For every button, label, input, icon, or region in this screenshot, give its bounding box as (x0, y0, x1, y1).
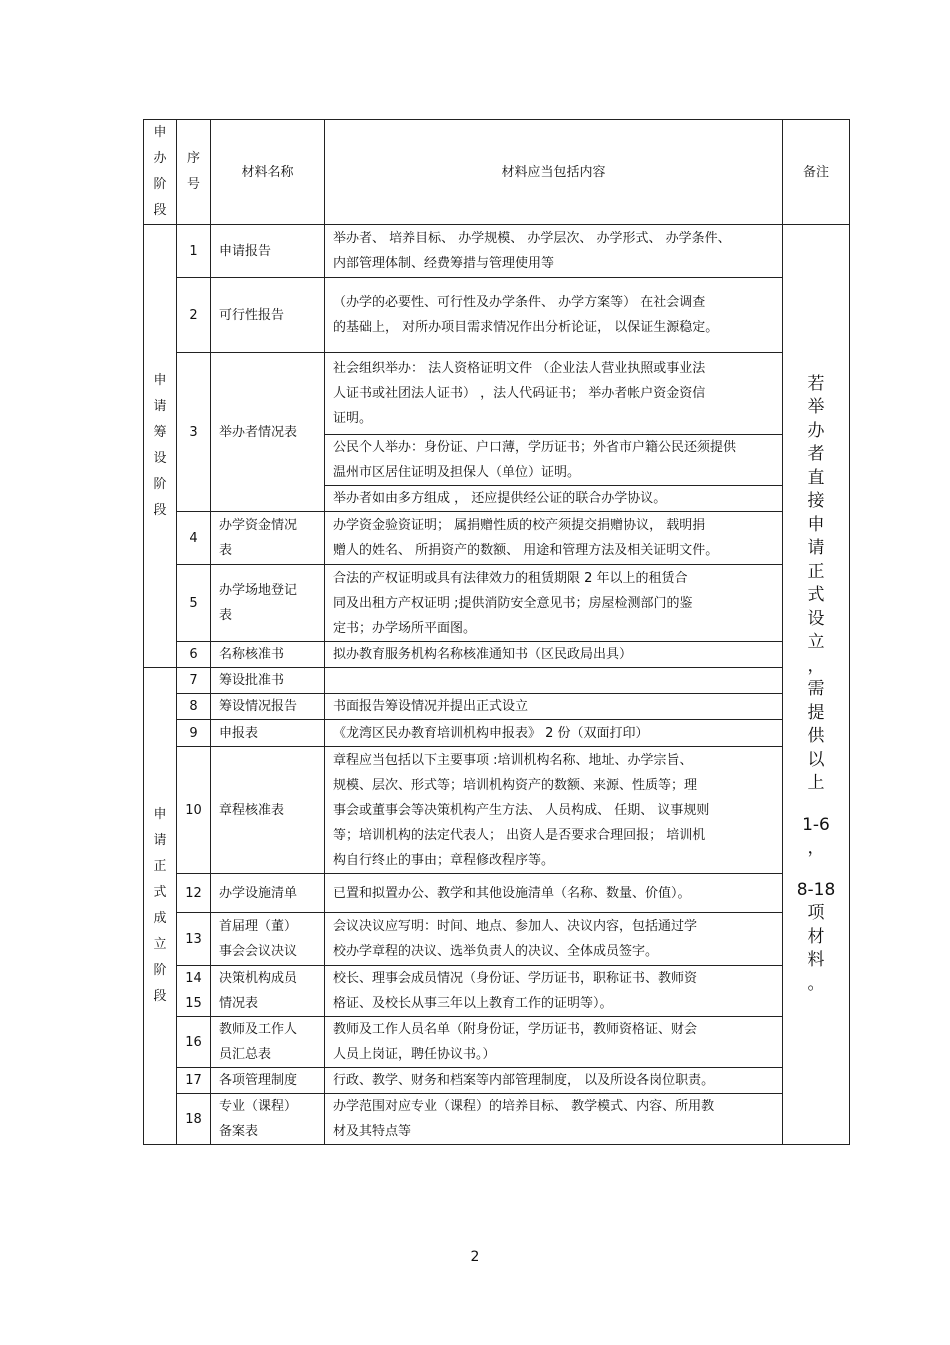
note-char: 式 (807, 585, 825, 606)
row-number-text: 16 (185, 1034, 202, 1050)
row-content-line: 事会或董事会等决策机构产生方法、 人员构成、 任期、 议事规则 (333, 802, 710, 818)
header-number-text-char: 号 (186, 177, 200, 192)
note-text (783, 373, 849, 997)
row-content (325, 913, 783, 966)
row-name-text: 办学场地登记 (219, 583, 298, 598)
row-content-line: 规模、层次、形式等；培训机构资产的数额、来源、性质等；理 (333, 777, 698, 793)
row-name-text: 表 (219, 543, 233, 558)
note-char: 项 (807, 903, 825, 924)
row-content (325, 694, 783, 720)
note-char: 提 (807, 702, 825, 723)
row-name-text: 筹设情况报告 (219, 699, 298, 714)
row-number (177, 747, 211, 874)
row-name-text: 办学设施清单 (219, 885, 298, 901)
stage-formal-text-char: 请 (153, 833, 167, 848)
table-row (144, 1017, 850, 1068)
row-content (325, 353, 783, 435)
note-char: 需 (807, 679, 825, 700)
table-row (144, 512, 850, 565)
note-char: 请 (807, 538, 825, 559)
row-name-text: 名称核准书 (219, 647, 285, 662)
row-number-text: 8 (189, 699, 198, 714)
row-name (211, 913, 325, 966)
row-content-line: 证明。 (333, 411, 373, 426)
row-name (211, 966, 325, 1017)
row-number-text: 10 (185, 802, 202, 818)
materials-table (143, 119, 850, 1145)
row-content-line: 举办者、 培养目标、 办学规模、 办学层次、 办学形式、 办学条件、 (333, 231, 731, 246)
row-number-text: 15 (185, 996, 202, 1011)
row-content-line: 公民个人举办：身份证、户口薄，学历证书；外省市户籍公民还须提供 (333, 440, 737, 455)
stage-prep-text-char: 设 (153, 451, 167, 466)
row-name (211, 565, 325, 642)
row-number-text: 3 (189, 424, 198, 440)
header-stage (144, 120, 177, 225)
note-char: 。 (807, 973, 825, 994)
row-name-text: 情况表 (219, 996, 259, 1011)
row-number (177, 874, 211, 913)
stage-prep-text-char: 阶 (153, 477, 167, 492)
row-content-line: 《龙湾区民办教育培训机构申报表》 2 份（双面打印） (333, 725, 649, 741)
row-number (177, 1094, 211, 1145)
row-number (177, 913, 211, 966)
note-char: 料 (807, 950, 825, 971)
row-content-line: 合法的产权证明或具有法律效力的租赁期限 2 年以上的租赁合 (333, 570, 688, 586)
note-char: 举 (807, 397, 825, 418)
row-content (325, 1068, 783, 1094)
header-number (177, 120, 211, 225)
row-name (211, 642, 325, 668)
stage-formal-text-char: 正 (153, 859, 167, 874)
row-number (177, 225, 211, 278)
row-number-text: 13 (185, 931, 202, 947)
header-stage-text (144, 120, 176, 224)
header-stage-text-char: 段 (153, 203, 167, 218)
row-name-text: 申请报告 (219, 243, 272, 259)
row-content-line: 社会组织举办： 法人资格证明文件 （企业法人营业执照或事业法 (333, 361, 706, 376)
row-content (325, 565, 783, 642)
row-number-text: 9 (189, 725, 198, 741)
table-row (144, 353, 850, 435)
note-char: 直 (807, 467, 825, 488)
row-number-text: 4 (189, 530, 198, 546)
row-number (177, 1068, 211, 1094)
row-content-line: 格证、及校长从事三年以上教育工作的证明等）。 (333, 996, 613, 1011)
row-content (325, 642, 783, 668)
row-number (177, 353, 211, 512)
page-number: 2 (470, 1249, 480, 1265)
row-content (325, 874, 783, 913)
row-content-line: 赠人的姓名、 所捐资产的数额、 用途和管理方法及相关证明文件。 (333, 543, 719, 558)
row-content-line: 定书；办学场所平面图。 (333, 620, 477, 636)
row-number (177, 966, 211, 1017)
header-stage-text-char: 办 (153, 151, 167, 166)
stage-prep-text (144, 368, 176, 524)
row-content (325, 747, 783, 874)
stage-formal-text-char: 段 (153, 989, 167, 1004)
note-char: 若 (807, 373, 825, 394)
row-content-line: 人员上岗证，聘任协议书。） (333, 1047, 496, 1062)
row-name-text: 决策机构成员 (219, 971, 298, 986)
stage-prep-text-char: 请 (153, 399, 167, 414)
row-content-line: 办学范围对应专业（课程）的培养目标、 教学模式、内容、所用教 (333, 1099, 715, 1114)
row-name (211, 747, 325, 874)
row-number (177, 278, 211, 353)
row-number-text: 7 (189, 673, 198, 688)
header-name: 材料名称 (211, 120, 325, 225)
row-content-line: 材及其特点等 (333, 1124, 412, 1139)
row-content-line: 行政、教学、财务和档案等内部管理制度， 以及所设各岗位职责。 (333, 1073, 715, 1088)
note-char: 以 (807, 749, 825, 770)
row-name (211, 512, 325, 565)
row-content (325, 668, 783, 694)
row-content-line: 校办学章程的决议、选举负责人的决议、全体成员签字。 (333, 944, 659, 959)
stage-formal (144, 668, 177, 1145)
row-number-text: 14 (185, 971, 202, 986)
row-content (325, 966, 783, 1017)
row-name-text: 举办者情况表 (219, 424, 298, 440)
row-name-text: 筹设批准书 (219, 673, 285, 688)
note-char: 申 (807, 514, 825, 535)
note-cell (783, 225, 850, 1145)
table-row (144, 668, 850, 694)
row-number (177, 694, 211, 720)
table-row (144, 225, 850, 278)
row-content-line: 内部管理体制、经费筹措与管理使用等 (333, 256, 555, 271)
note-char: 接 (807, 491, 825, 512)
row-content-line: 同及出租方产权证明 ;提供消防安全意见书；房屋检测部门的鉴 (333, 595, 693, 611)
note-char: 供 (807, 726, 825, 747)
note-char: 立 (807, 632, 825, 653)
row-name (211, 874, 325, 913)
row-name (211, 353, 325, 512)
row-content-line: （办学的必要性、可行性及办学条件、 办学方案等） 在社会调查 (333, 295, 706, 310)
row-content-line: 的基础上， 对所办项目需求情况作出分析论证， 以保证生源稳定。 (333, 320, 719, 335)
row-content-line: 校长、理事会成员情况（身份证、学历证书，职称证书、教师资 (333, 971, 698, 986)
row-number-text: 6 (189, 647, 198, 662)
row-content-line: 构自行终止的事由；章程修改程序等。 (333, 852, 555, 868)
stage-prep-text-char: 筹 (153, 425, 167, 440)
table-row (144, 874, 850, 913)
stage-prep-text-char: 申 (153, 373, 167, 388)
note-char: 1-6 (802, 814, 830, 835)
table-row (144, 1094, 850, 1145)
note-char: 者 (807, 444, 825, 465)
header-number-text (177, 146, 210, 198)
row-name-text: 各项管理制度 (219, 1073, 298, 1088)
row-content (325, 720, 783, 747)
row-content-line: 等；培训机构的法定代表人； 出资人是否要求合理回报； 培训机 (333, 827, 706, 843)
row-number-text: 17 (185, 1073, 202, 1088)
row-number (177, 512, 211, 565)
table-row (144, 747, 850, 874)
stage-formal-text-char: 立 (153, 937, 167, 952)
table-row (144, 278, 850, 353)
stage-prep (144, 225, 177, 668)
row-content (325, 512, 783, 565)
row-number-text: 1 (189, 243, 198, 259)
note-char: 上 (807, 773, 825, 794)
row-name-text: 专业（课程） (219, 1099, 298, 1114)
row-content (325, 225, 783, 278)
row-name-text: 申报表 (219, 725, 259, 741)
row-name-text: 首届理（董） (219, 919, 298, 934)
row-content-line: 教师及工作人员名单（附身份证，学历证书，教师资格证、财会 (333, 1022, 698, 1037)
row-number (177, 642, 211, 668)
row-content (325, 1094, 783, 1145)
note-char: 8-18 (796, 879, 836, 900)
row-name (211, 1094, 325, 1145)
stage-formal-text (144, 802, 176, 1010)
row-name (211, 694, 325, 720)
stage-prep-text-char: 段 (153, 503, 167, 518)
table-row (144, 1068, 850, 1094)
row-content-line: 人证书或社团法人证书） ，法人代码证书； 举办者帐户资金资信 (333, 386, 706, 401)
table-row (144, 720, 850, 747)
row-number (177, 668, 211, 694)
table-row (144, 694, 850, 720)
row-name (211, 720, 325, 747)
note-char: 设 (807, 608, 825, 629)
table-row (144, 565, 850, 642)
note-char: 材 (807, 926, 825, 947)
row-name (211, 1068, 325, 1094)
table-row (144, 913, 850, 966)
row-content-line: 拟办教育服务机构名称核准通知书（区民政局出具） (333, 647, 633, 662)
row-name (211, 668, 325, 694)
row-content (325, 486, 783, 512)
note-char: ， (807, 838, 825, 859)
row-content-line: 已置和拟置办公、教学和其他设施清单（名称、数量、价值）。 (333, 885, 691, 901)
row-name-text: 章程核准表 (219, 802, 285, 818)
row-name (211, 225, 325, 278)
row-content-line: 书面报告筹设情况并提出正式设立 (333, 699, 529, 714)
row-number-text: 2 (189, 307, 198, 323)
header-note: 备注 (783, 120, 850, 225)
row-number (177, 1017, 211, 1068)
row-content (325, 435, 783, 486)
table-header-row (144, 120, 850, 225)
row-number (177, 720, 211, 747)
stage-formal-text-char: 成 (153, 911, 167, 926)
row-name-text: 教师及工作人 (219, 1022, 298, 1037)
row-content-line: 会议决议应写明：时间、地点、参加人、决议内容，包括通过学 (333, 919, 698, 934)
row-number-text: 18 (185, 1111, 202, 1127)
row-number-text: 12 (185, 885, 202, 901)
row-content-line: 温州市区居住证明及担保人（单位）证明。 (333, 465, 581, 480)
note-char: 办 (807, 420, 825, 441)
row-name-text: 可行性报告 (219, 307, 285, 323)
row-name (211, 278, 325, 353)
row-name-text: 表 (219, 608, 233, 623)
row-name-text: 员汇总表 (219, 1047, 272, 1062)
row-name (211, 1017, 325, 1068)
row-content (325, 278, 783, 353)
stage-formal-text-char: 申 (153, 807, 167, 822)
table-row (144, 966, 850, 1017)
row-content-line: 办学资金验资证明； 属捐赠性质的校产须提交捐赠协议， 载明捐 (333, 518, 706, 533)
row-name-text: 备案表 (219, 1124, 259, 1139)
row-name-text: 办学资金情况 (219, 518, 298, 533)
header-stage-text-char: 申 (153, 125, 167, 140)
row-content-line: 举办者如由多方组成 ， 还应提供经公证的联合办学协议。 (333, 491, 667, 506)
stage-formal-text-char: 式 (153, 885, 167, 900)
row-number-text: 5 (189, 595, 198, 611)
row-number (177, 565, 211, 642)
header-number-text-char: 序 (186, 151, 200, 166)
table-row (144, 642, 850, 668)
header-stage-text-char: 阶 (153, 177, 167, 192)
row-content-line: 章程应当包括以下主要事项 :培训机构名称、地址、办学宗旨、 (333, 752, 693, 768)
header-content: 材料应当包括内容 (325, 120, 783, 225)
note-char: ， (807, 655, 825, 676)
stage-formal-text-char: 阶 (153, 963, 167, 978)
row-content (325, 1017, 783, 1068)
note-char: 正 (807, 561, 825, 582)
row-name-text: 事会会议决议 (219, 944, 298, 959)
